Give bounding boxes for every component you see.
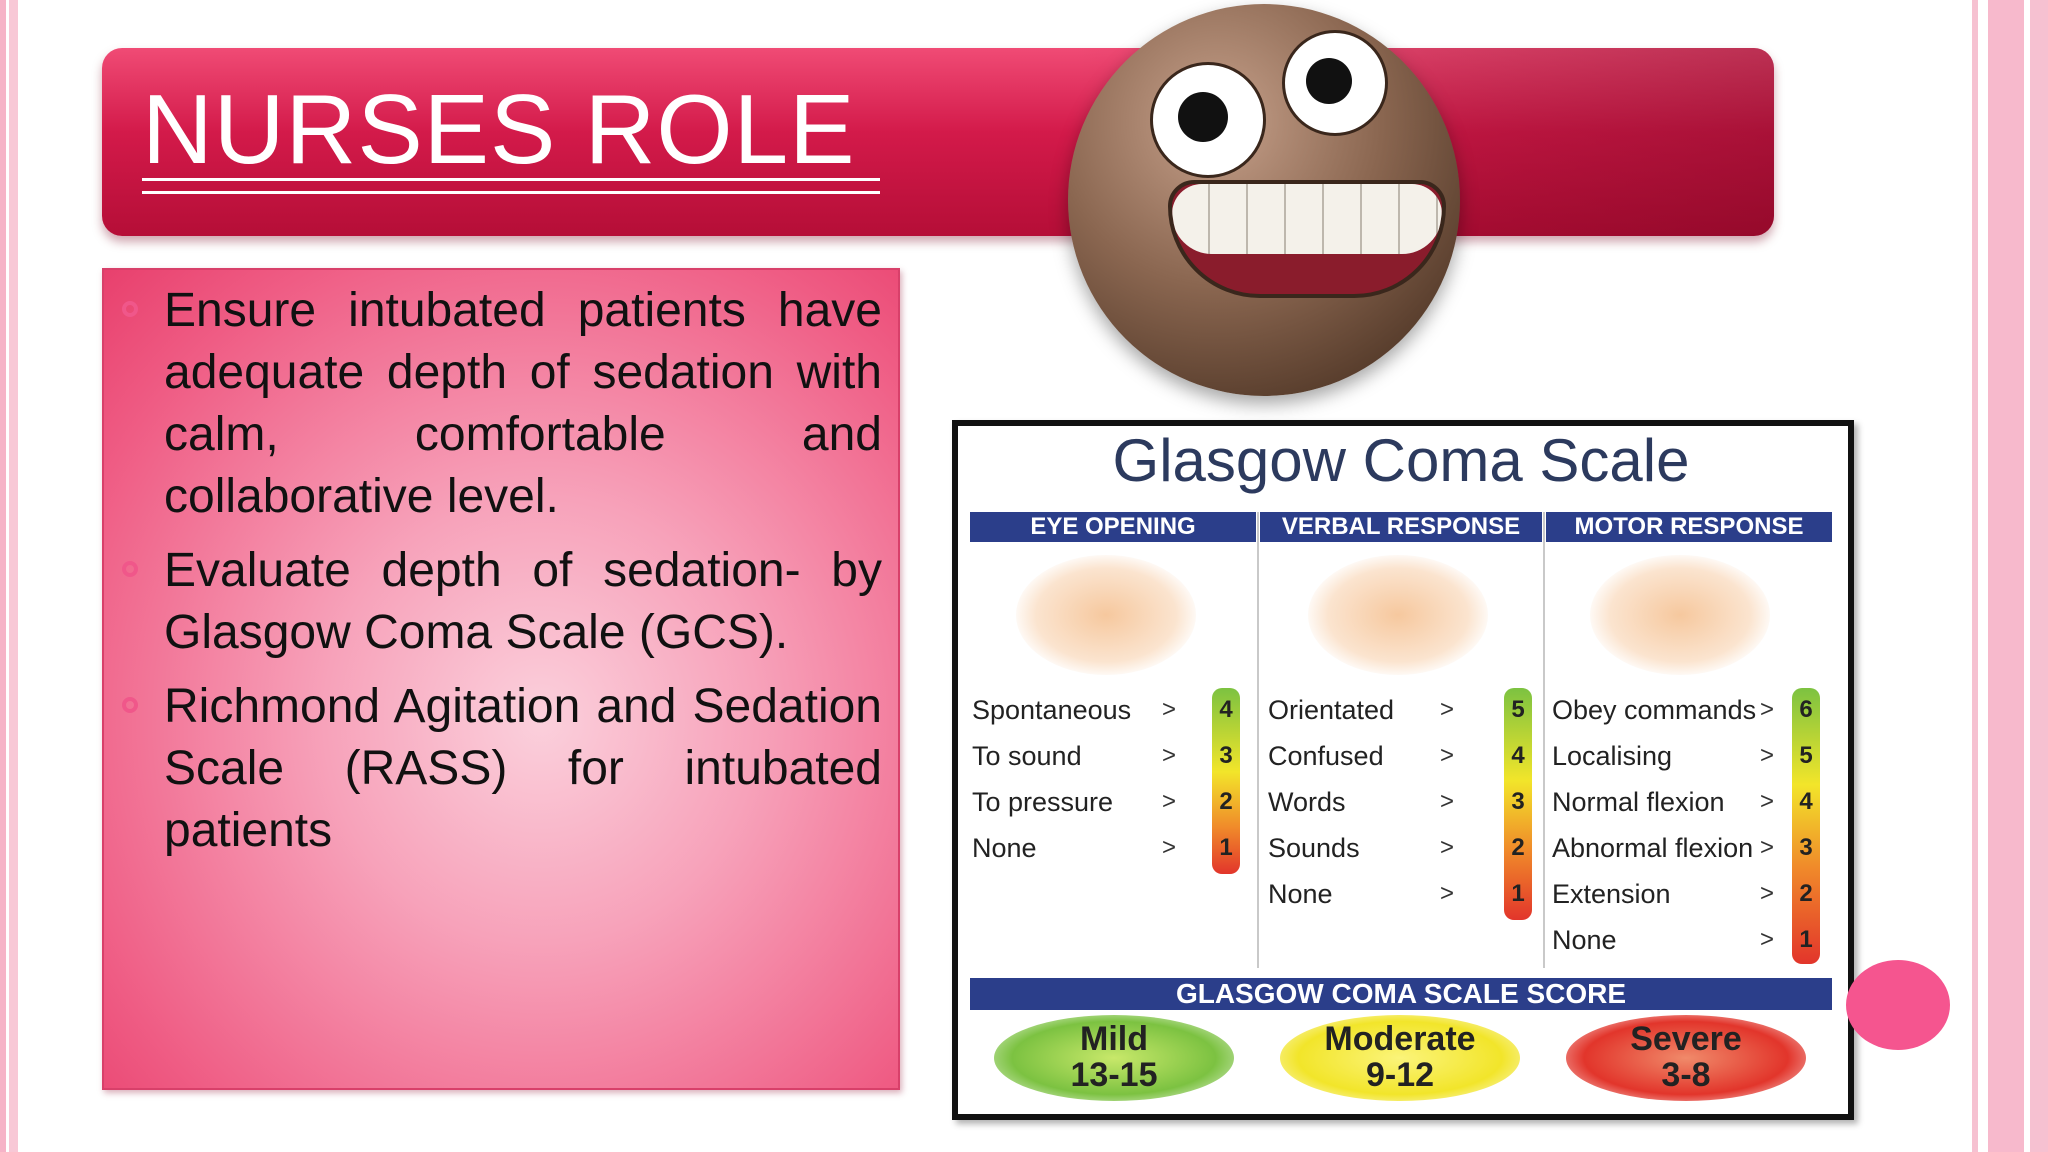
bullet-circle-icon bbox=[122, 301, 138, 317]
right-edge-stripe bbox=[1964, 0, 2048, 1152]
gcs-arrow: > bbox=[1760, 696, 1775, 723]
gcs-row-label: Obey commands bbox=[1552, 695, 1757, 725]
bullet-circle-icon bbox=[122, 561, 138, 577]
bullet-circle-icon bbox=[122, 697, 138, 713]
verbal-response-header: VERBAL RESPONSE bbox=[1260, 512, 1542, 542]
gcs-title: Glasgow Coma Scale bbox=[1112, 427, 1690, 494]
bullet-item: Evaluate depth of sedation- by Glasgow Coma Scale (GCS). bbox=[112, 540, 882, 664]
gcs-score: 4 bbox=[1219, 696, 1233, 723]
mouth-illustration-icon bbox=[1308, 555, 1488, 675]
severity-moderate bbox=[1280, 1015, 1520, 1101]
eyes-illustration-icon bbox=[1016, 555, 1196, 675]
hand-illustration-icon bbox=[1590, 555, 1770, 675]
gcs-arrow: > bbox=[1440, 880, 1455, 907]
severity-name: Mild bbox=[1080, 1020, 1148, 1058]
gcs-arrow: > bbox=[1440, 696, 1455, 723]
gcs-arrow: > bbox=[1162, 742, 1177, 769]
gcs-score: 3 bbox=[1219, 742, 1233, 769]
gcs-score: 6 bbox=[1799, 696, 1813, 723]
gcs-score: 1 bbox=[1219, 834, 1233, 861]
gcs-row-label: Extension bbox=[1552, 879, 1671, 909]
gcs-arrow: > bbox=[1440, 788, 1455, 815]
gcs-score: 3 bbox=[1511, 788, 1525, 815]
gcs-row-label: None bbox=[972, 833, 1037, 863]
gcs-score: 2 bbox=[1799, 880, 1813, 907]
gcs-arrow: > bbox=[1162, 834, 1177, 861]
gcs-arrow: > bbox=[1162, 788, 1177, 815]
gcs-score: 4 bbox=[1511, 742, 1525, 769]
gcs-arrow: > bbox=[1760, 788, 1775, 815]
bullet-item: Ensure intubated patients have adequate depth of sedation with calm, comfortable and collaborative level. bbox=[112, 280, 882, 528]
gcs-row-label: Confused bbox=[1268, 741, 1384, 771]
gcs-row-label: None bbox=[1268, 879, 1333, 909]
gcs-score-header: GLASGOW COMA SCALE SCORE bbox=[970, 978, 1832, 1010]
severity-severe bbox=[1566, 1015, 1806, 1101]
gcs-arrow: > bbox=[1162, 696, 1177, 723]
gcs-row-label: None bbox=[1552, 925, 1617, 955]
gcs-row-label: To pressure bbox=[972, 787, 1114, 817]
motor-response-header: MOTOR RESPONSE bbox=[1546, 512, 1832, 542]
left-pupil bbox=[1178, 92, 1228, 142]
gcs-score: 2 bbox=[1511, 834, 1525, 861]
gcs-arrow: > bbox=[1440, 834, 1455, 861]
gcs-score: 1 bbox=[1511, 880, 1525, 907]
grin-mouth bbox=[1168, 180, 1446, 298]
severity-range: 9-12 bbox=[1365, 1056, 1435, 1094]
bullet-list bbox=[112, 280, 882, 874]
bullet-item: Richmond Agitation and Sedation Scale (RASS) for intubated patients bbox=[112, 676, 882, 862]
right-pupil bbox=[1306, 58, 1352, 104]
gcs-arrow: > bbox=[1440, 742, 1455, 769]
severity-mild bbox=[994, 1015, 1234, 1101]
eye-opening-header: EYE OPENING bbox=[970, 512, 1256, 542]
gcs-row-label: To sound bbox=[972, 741, 1082, 771]
gcs-row-label: Normal flexion bbox=[1552, 787, 1725, 817]
gcs-arrow: > bbox=[1760, 926, 1775, 953]
gcs-row-label: Orientated bbox=[1268, 695, 1395, 725]
severity-range: 13-15 bbox=[1070, 1056, 1158, 1094]
gcs-arrow: > bbox=[1760, 834, 1775, 861]
title-underline bbox=[142, 178, 880, 194]
column-divider bbox=[1257, 512, 1259, 968]
gcs-score: 1 bbox=[1799, 926, 1813, 953]
gcs-score: 3 bbox=[1799, 834, 1813, 861]
gcs-score: 4 bbox=[1799, 788, 1813, 815]
severity-range: 3-8 bbox=[1661, 1056, 1711, 1094]
gcs-row-label: Sounds bbox=[1268, 833, 1360, 863]
left-edge-stripe bbox=[0, 0, 18, 1152]
gcs-row-label: Abnormal flexion bbox=[1552, 833, 1754, 863]
gcs-score: 5 bbox=[1511, 696, 1525, 723]
severity-name: Moderate bbox=[1324, 1020, 1476, 1058]
gcs-row-label: Localising bbox=[1552, 741, 1673, 771]
gcs-arrow: > bbox=[1760, 880, 1775, 907]
slide-title: NURSES ROLE bbox=[142, 74, 856, 184]
gcs-row-label: Spontaneous bbox=[972, 695, 1132, 725]
gcs-arrow: > bbox=[1760, 742, 1775, 769]
decorative-pink-circle bbox=[1846, 960, 1950, 1050]
gcs-score: 5 bbox=[1799, 742, 1813, 769]
gcs-row-label: Words bbox=[1268, 787, 1346, 817]
severity-name: Severe bbox=[1630, 1020, 1742, 1058]
teeth bbox=[1172, 184, 1442, 254]
column-divider bbox=[1543, 512, 1545, 968]
gcs-score: 2 bbox=[1219, 788, 1233, 815]
